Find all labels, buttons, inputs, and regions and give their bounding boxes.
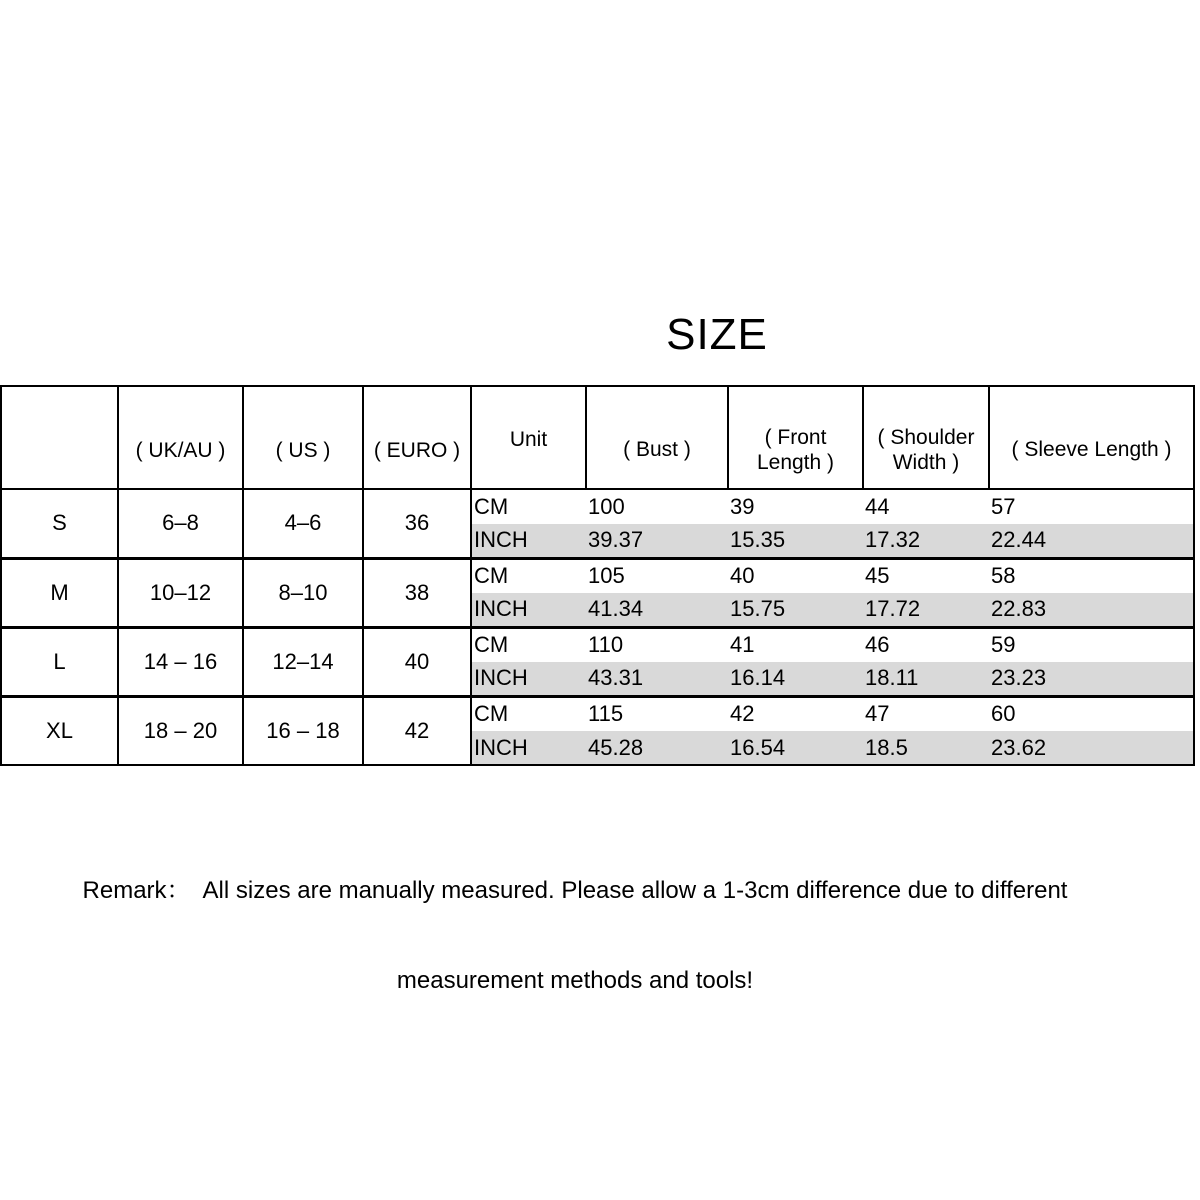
cell-l-front-inch: 16.14 bbox=[728, 662, 863, 696]
col-header-euro: ( EURO ) bbox=[363, 386, 471, 489]
cell-s-bust-cm: 100 bbox=[586, 489, 728, 524]
cell-s-shoulder-cm: 44 bbox=[863, 489, 989, 524]
cell-xl-size: XL bbox=[1, 696, 118, 765]
cell-xl-ukau: 18 – 20 bbox=[118, 696, 243, 765]
cell-l-us: 12–14 bbox=[243, 627, 363, 696]
cell-s-bust-inch: 39.37 bbox=[586, 524, 728, 558]
cell-m-sleeve-cm: 58 bbox=[989, 558, 1194, 593]
header-row bbox=[1, 386, 1194, 489]
col-header-shoulder-width: ( Shoulder Width ) bbox=[863, 386, 989, 489]
remark-line-2: measurement methods and tools! bbox=[396, 967, 754, 994]
cell-s-unit-inch: INCH bbox=[471, 524, 586, 558]
cell-m-unit-cm: CM bbox=[471, 558, 586, 593]
cell-m-front-inch: 15.75 bbox=[728, 593, 863, 627]
cell-xl-us: 16 – 18 bbox=[243, 696, 363, 765]
col-header-sleeve-length: ( Sleeve Length ) bbox=[989, 386, 1194, 489]
remark-line-1: Remark： All sizes are manually measured. Please allow a 1-3cm difference due to different bbox=[82, 877, 1068, 904]
cell-m-euro: 38 bbox=[363, 558, 471, 627]
cell-m-unit-inch: INCH bbox=[471, 593, 586, 627]
cell-s-size: S bbox=[1, 489, 118, 558]
cell-l-unit-inch: INCH bbox=[471, 662, 586, 696]
col-header-unit: Unit bbox=[471, 386, 586, 489]
cell-m-shoulder-cm: 45 bbox=[863, 558, 989, 593]
cell-s-us: 4–6 bbox=[243, 489, 363, 558]
cell-xl-sleeve-cm: 60 bbox=[989, 696, 1194, 731]
row-xl-cm bbox=[1, 696, 1194, 731]
col-header-bust: ( Bust ) bbox=[586, 386, 728, 489]
cell-xl-unit-cm: CM bbox=[471, 696, 586, 731]
col-header-size bbox=[1, 386, 118, 489]
cell-xl-shoulder-inch: 18.5 bbox=[863, 731, 989, 765]
cell-xl-front-inch: 16.54 bbox=[728, 731, 863, 765]
cell-m-bust-cm: 105 bbox=[586, 558, 728, 593]
cell-m-shoulder-inch: 17.72 bbox=[863, 593, 989, 627]
cell-xl-bust-cm: 115 bbox=[586, 696, 728, 731]
col-header-us: ( US ) bbox=[243, 386, 363, 489]
size-table bbox=[0, 385, 1195, 766]
cell-s-unit-cm: CM bbox=[471, 489, 586, 524]
cell-s-shoulder-inch: 17.32 bbox=[863, 524, 989, 558]
row-l-cm bbox=[1, 627, 1194, 662]
cell-m-ukau: 10–12 bbox=[118, 558, 243, 627]
cell-xl-front-cm: 42 bbox=[728, 696, 863, 731]
cell-m-front-cm: 40 bbox=[728, 558, 863, 593]
page-title: SIZE bbox=[666, 310, 768, 359]
cell-s-sleeve-inch: 22.44 bbox=[989, 524, 1194, 558]
cell-s-front-inch: 15.35 bbox=[728, 524, 863, 558]
cell-xl-bust-inch: 45.28 bbox=[586, 731, 728, 765]
cell-xl-shoulder-cm: 47 bbox=[863, 696, 989, 731]
cell-l-bust-inch: 43.31 bbox=[586, 662, 728, 696]
cell-l-shoulder-inch: 18.11 bbox=[863, 662, 989, 696]
cell-l-sleeve-cm: 59 bbox=[989, 627, 1194, 662]
cell-m-us: 8–10 bbox=[243, 558, 363, 627]
col-header-front-length: ( Front Length ) bbox=[728, 386, 863, 489]
cell-l-size: L bbox=[1, 627, 118, 696]
row-s-cm bbox=[1, 489, 1194, 524]
cell-m-bust-inch: 41.34 bbox=[586, 593, 728, 627]
cell-m-sleeve-inch: 22.83 bbox=[989, 593, 1194, 627]
cell-m-size: M bbox=[1, 558, 118, 627]
cell-l-sleeve-inch: 23.23 bbox=[989, 662, 1194, 696]
cell-l-front-cm: 41 bbox=[728, 627, 863, 662]
row-m-cm bbox=[1, 558, 1194, 593]
cell-l-ukau: 14 – 16 bbox=[118, 627, 243, 696]
remark-text bbox=[0, 816, 1150, 1026]
size-chart-section bbox=[0, 385, 1195, 766]
cell-xl-sleeve-inch: 23.62 bbox=[989, 731, 1194, 765]
cell-xl-unit-inch: INCH bbox=[471, 731, 586, 765]
cell-s-ukau: 6–8 bbox=[118, 489, 243, 558]
cell-l-unit-cm: CM bbox=[471, 627, 586, 662]
cell-l-euro: 40 bbox=[363, 627, 471, 696]
cell-s-euro: 36 bbox=[363, 489, 471, 558]
cell-s-front-cm: 39 bbox=[728, 489, 863, 524]
cell-l-shoulder-cm: 46 bbox=[863, 627, 989, 662]
cell-s-sleeve-cm: 57 bbox=[989, 489, 1194, 524]
cell-xl-euro: 42 bbox=[363, 696, 471, 765]
cell-l-bust-cm: 110 bbox=[586, 627, 728, 662]
col-header-uk-au: ( UK/AU ) bbox=[118, 386, 243, 489]
